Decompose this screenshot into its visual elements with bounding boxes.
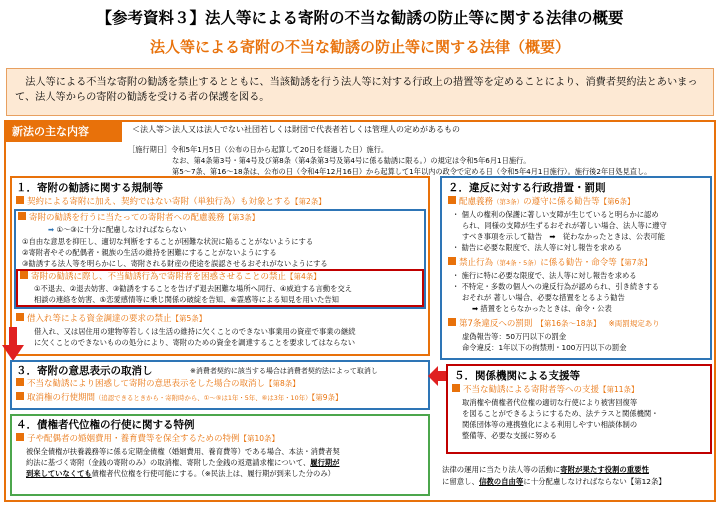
section-2-item-2-lines <box>452 270 659 314</box>
square-bullet-icon <box>16 433 24 441</box>
section-4-lines <box>26 446 340 479</box>
list-item: ・ 勧告に必要な限度で、法人等に対し報告を求める <box>452 243 622 252</box>
list-item: 借入れ、又は居住用の建物等若しくは生活の維持に欠くことのできない事業用の資産で事業の継続 <box>34 327 356 336</box>
main-content-tab: 新法の主な内容 <box>4 120 122 142</box>
square-bullet-icon <box>452 384 460 392</box>
square-bullet-icon <box>16 378 24 386</box>
operation-note <box>442 464 666 488</box>
square-bullet-icon <box>18 212 26 220</box>
section-5-lines <box>462 397 659 441</box>
schedule-line: ［施行期日］令和5年1月5日（公布の日から起算して20日を経過した日）施行。 <box>128 145 389 154</box>
section-5-item: 不当な勧誘による寄附者等への支援【第11条】 <box>452 384 639 396</box>
section-2-item-1: 配慮義務（第3条）の遵守に係る勧告等【第6条】 <box>448 196 634 208</box>
square-bullet-icon <box>448 196 456 204</box>
page-title: 【参考資料３】法人等による寄附の不当な勧誘の防止等に関する法律の概要 <box>96 9 624 27</box>
list-item: ➡ 措置をとらなかったときは、命令・公表 <box>472 304 612 313</box>
schedule-line: なお、第4条第3号・第4号及び第8条（第4条第3号及第4号に係る勧誘に限る。）の規定は令和5年6月1日施行。 <box>172 156 531 165</box>
list-item: 被保全債権が扶養義務等に係る定期金債権（婚姻費用、養育費等）である場合、本法・消費者契 <box>26 447 340 456</box>
section-2-item-2: 禁止行為（第4条・5条）に係る勧告・命令等【第7条】 <box>448 257 652 269</box>
list-item: 相談の連絡を妨害、⑤恋愛感情等に乗じ関係の破綻を告知、⑥霊感等による知見を用いた告知 <box>34 295 339 304</box>
section-3-title: ３．寄附の意思表示の取消し <box>16 365 153 377</box>
schedule-line: 第5～7条、第16～18条は、公布の日（令和4年12月16日）から起算して1年以内の政令で定める日（令和5年4月1日施行）。施行後2年目処見直し。 <box>172 167 652 176</box>
prohibition-title: 寄附の勧誘に際し、不当勧誘行為で寄附者を困惑させることの禁止【第4条】 <box>20 271 321 283</box>
consideration-duty-list <box>22 236 328 269</box>
list-item: 取消権や債権者代位権の適切な行使により被害回復等 <box>462 398 638 407</box>
schedule-note <box>128 144 708 177</box>
summary-box <box>6 68 714 116</box>
square-bullet-icon <box>16 392 24 400</box>
list-item: 虚偽報告等：50万円以下の罰金 <box>462 332 567 341</box>
summary-text: 法人等による不当な寄附の勧誘を禁止するとともに、当該勧誘を行う法人等に対する行政上の措置等を定めることにより、消費者契約法とあいまって、法人等からの寄附の勧誘を受ける者の保護を図る。 <box>15 77 698 103</box>
list-item: 整備等、必要な支援に努める <box>462 431 557 440</box>
section-2-item-1-lines <box>452 209 667 253</box>
square-bullet-icon <box>16 196 24 204</box>
section-2-item-3-lines <box>462 331 627 353</box>
section-3-note: ※消費者契約に該当する場合は消費者契約法によって取消し <box>190 367 378 375</box>
page-subtitle: 法人等による寄附の不当な勧誘の防止等に関する法律（概要） <box>149 38 570 56</box>
list-item: 関係団体等の連携強化による利用しやすい相談体制の <box>462 420 638 429</box>
list-item: ・ 施行に特に必要な限度で、法人等に対し報告を求める <box>452 271 637 280</box>
list-item: 約法に基づく寄附（金銭の寄附のみ）の取消権、寄附した金銭の返還請求権について、履行期が <box>26 458 340 467</box>
section-3-item-1: 不当な勧誘により困惑して寄附の意思表示をした場合の取消し【第8条】 <box>16 378 300 390</box>
operation-note-line: 法律の運用に当たり法人等の活動に寄附が果たす役割の重要性 <box>442 465 649 474</box>
section-1-lead: 契約による寄附に加え、契約ではない寄附（単独行為）も対象とする【第2条】 <box>16 196 326 208</box>
list-item: られ、同様の支障が生ずるおそれが著しい場合、法人等に遵守 <box>462 221 667 230</box>
list-item: ・ 個人の権利の保護に著しい支障が生じていると明らかに認め <box>452 210 659 219</box>
consideration-duty-title: 寄附の勧誘を行うに当たっての寄附者への配慮義務【第3条】 <box>18 212 259 224</box>
section-1-title: １．寄附の勧誘に関する規制等 <box>16 182 163 194</box>
list-item: に欠くことのできないものの処分により、寄附のための資金を調達することを要求してはならない <box>34 338 356 347</box>
arrow-down-icon <box>2 327 24 361</box>
arrow-left-icon <box>428 366 448 386</box>
list-item: ②寄附者やその配偶者・親族の生活の維持を困難にすることがないようにする <box>22 248 277 257</box>
debt-demand-lines <box>34 326 356 348</box>
operation-note-line: に留意し、信教の自由等に十分配慮しなければならない【第12条】 <box>442 477 666 486</box>
section-4-item: 子や配偶者の婚姻費用・養育費等を保全するための特例【第10条】 <box>16 433 279 445</box>
list-item: ①自由な意思を抑圧し、適切な判断をすることが困難な状況に陥ることがないようにする <box>22 237 314 246</box>
list-item: すべき事項を示して勧告 ➡ 従わなかったときは、公表可能 <box>462 232 665 241</box>
consideration-duty-note: ➡ ①～③に十分に配慮しなければならない <box>48 225 187 234</box>
square-bullet-icon <box>448 318 456 326</box>
list-item: を図ることができるようにするため、法テラスと関係機関・ <box>462 409 659 418</box>
section-4-title: ４．債権者代位権の行使に関する特例 <box>16 419 195 431</box>
list-item: ①不退去、②退去妨害、③勧誘をすることを告げず退去困難な場所へ同行、④威迫する言動を交え <box>34 284 353 293</box>
section-2-item-3: 第7条違反への罰則 【第16条～18条】 ※両罰規定あり <box>448 318 660 330</box>
square-bullet-icon <box>16 313 24 321</box>
section-3-item-2: 取消権の行使期間（追認できるときから・寄附時から、①～⑤は1年・5年、⑥は3年・10年）【第9条】 <box>16 392 343 404</box>
arrow-right-icon: ➡ <box>48 225 57 234</box>
debt-demand-title: 借入れ等による資金調達の要求の禁止【第5条】 <box>16 313 206 325</box>
list-item: 到来していなくても債権者代位権を行使可能にする。（※民法上は、履行期が到来した分のみ） <box>26 469 335 478</box>
list-item: ③勧誘する法人等を明らかにし、寄附される財産の使途を誤認させるおそれがないようにする <box>22 259 328 268</box>
list-item: ・ 不特定・多数の個人への違反行為が認められ、引き続きする <box>452 282 660 291</box>
square-bullet-icon <box>20 271 28 279</box>
section-5-title: ５．関係機関による支援等 <box>454 370 580 382</box>
list-item: 命令違反：1年以下の拘禁刑・100万円以下の罰金 <box>462 343 627 352</box>
prohibition-lines <box>34 283 352 305</box>
list-item: おそれが 著しい場合、必要な措置をとるよう勧告 <box>462 293 625 302</box>
square-bullet-icon <box>448 257 456 265</box>
definition-note: ＜法人等＞法人又は法人でない社団若しくは財団で代表者若しくは管理人の定めがあるもの <box>132 125 460 134</box>
section-2-title: ２．違反に対する行政措置・罰則 <box>448 182 606 194</box>
